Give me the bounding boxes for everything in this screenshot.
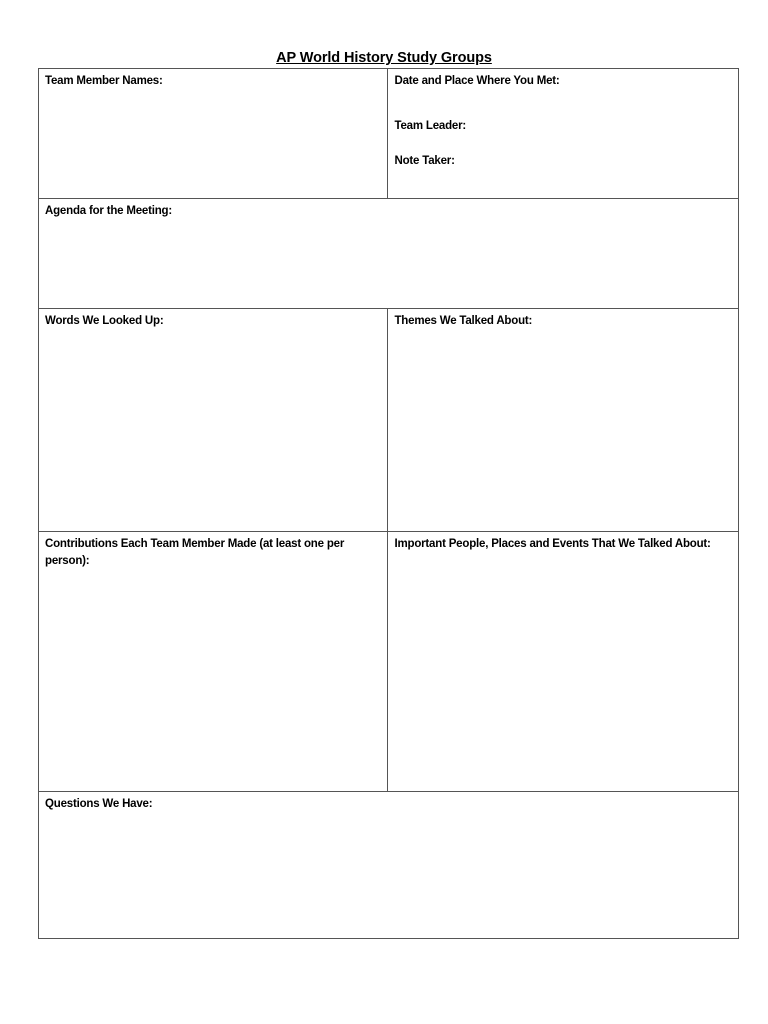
agenda-cell[interactable] <box>39 199 739 309</box>
themes-label: Themes We Talked About: <box>394 315 533 327</box>
contributions-cell[interactable] <box>39 532 388 792</box>
study-group-form-table <box>38 68 739 939</box>
date-place-label: Date and Place Where You Met: <box>394 75 560 87</box>
important-people-label: Important People, Places and Events That We Talked About: <box>394 538 711 550</box>
important-people-cell[interactable] <box>388 532 739 792</box>
form-row-words-themes <box>39 309 739 532</box>
words-looked-up-label: Words We Looked Up: <box>45 315 164 327</box>
questions-label: Questions We Have: <box>45 798 153 810</box>
agenda-label: Agenda for the Meeting: <box>45 205 173 217</box>
team-member-names-cell[interactable] <box>39 69 388 199</box>
form-row-questions <box>39 792 739 939</box>
team-leader-label: Team Leader: <box>394 120 467 132</box>
form-row-contributions <box>39 532 739 792</box>
form-row-agenda <box>39 199 739 309</box>
note-taker-label: Note Taker: <box>394 155 455 167</box>
words-looked-up-cell[interactable] <box>39 309 388 532</box>
form-row-members <box>39 69 739 199</box>
team-member-names-label: Team Member Names: <box>45 75 163 87</box>
themes-cell[interactable] <box>388 309 739 532</box>
contributions-label: Contributions Each Team Member Made (at least one per person): <box>45 538 345 567</box>
meeting-info-cell[interactable] <box>388 69 739 199</box>
page-title: AP World History Study Groups <box>276 50 492 66</box>
questions-cell[interactable] <box>39 792 739 939</box>
